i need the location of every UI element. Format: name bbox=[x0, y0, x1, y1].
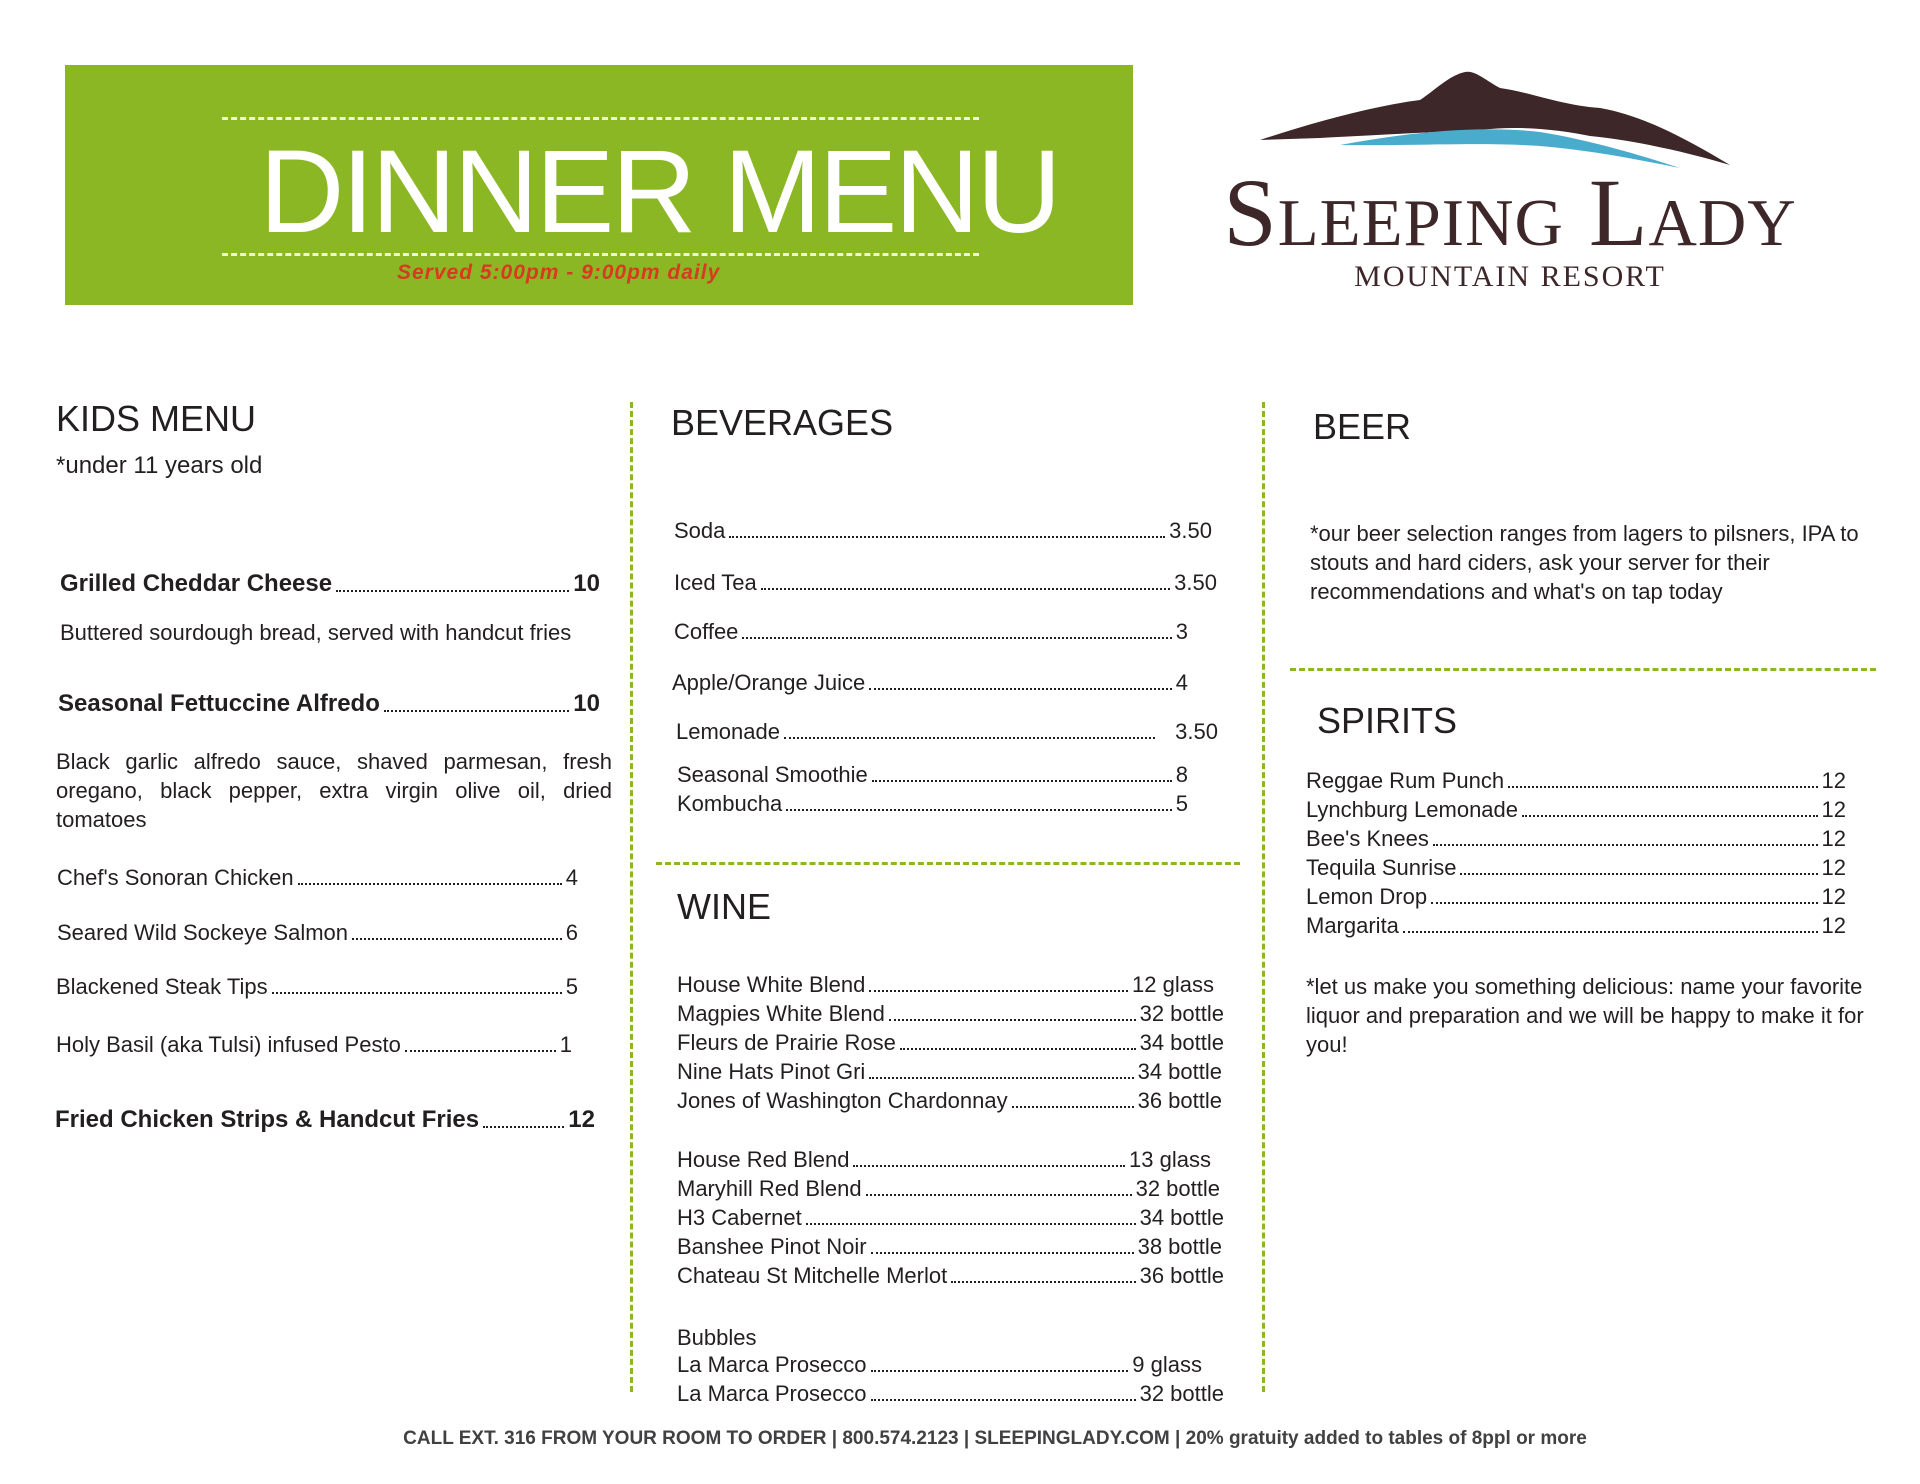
item-price: 5 bbox=[1175, 791, 1188, 816]
wine-heading: WINE bbox=[677, 886, 771, 927]
order-footer: CALL EXT. 316 FROM YOUR ROOM TO ORDER | 800.574.2123 | SLEEPINGLADY.COM | 20% gratuity added to tables of 8ppl or more bbox=[403, 1428, 1587, 1449]
dot-leader bbox=[806, 1223, 1136, 1225]
item-name: Reggae Rum Punch bbox=[1306, 768, 1505, 793]
resort-tagline: MOUNTAIN RESORT bbox=[1354, 260, 1666, 293]
wine-merlot bbox=[677, 1263, 1224, 1289]
item-price: 10 bbox=[573, 690, 600, 717]
spirits-heading: SPIRITS bbox=[1317, 700, 1458, 741]
resort-logo bbox=[1180, 70, 1840, 310]
item-name: La Marca Prosecco bbox=[677, 1381, 867, 1406]
spirit-lynchburg-lemonade bbox=[1306, 797, 1846, 823]
dot-leader bbox=[889, 1019, 1136, 1021]
wine-maryhill-red bbox=[677, 1176, 1220, 1202]
item-price: 9 glass bbox=[1132, 1352, 1202, 1377]
item-name: Blackened Steak Tips bbox=[56, 974, 268, 999]
dot-leader bbox=[1508, 786, 1817, 788]
item-name: Grilled Cheddar Cheese bbox=[60, 570, 333, 597]
item-name: Seared Wild Sockeye Salmon bbox=[57, 920, 349, 945]
dot-leader bbox=[872, 780, 1172, 782]
item-price: 4 bbox=[565, 865, 578, 890]
item-name: Fried Chicken Strips & Handcut Fries bbox=[55, 1106, 480, 1133]
wine-prosecco-glass bbox=[677, 1352, 1202, 1378]
dot-leader bbox=[336, 590, 569, 592]
item-price: 34 bottle bbox=[1137, 1059, 1222, 1084]
item-price: 34 bottle bbox=[1139, 1205, 1224, 1230]
dot-leader bbox=[1431, 902, 1817, 904]
item-price: 3.50 bbox=[1175, 719, 1218, 744]
beverage-juice bbox=[672, 670, 1188, 696]
item-price: 12 bbox=[1821, 855, 1846, 880]
item-price: 3.50 bbox=[1174, 570, 1217, 595]
wine-house-white bbox=[677, 972, 1214, 998]
beverages-heading: BEVERAGES bbox=[671, 402, 894, 443]
item-name: H3 Cabernet bbox=[677, 1205, 802, 1230]
item-price: 32 bottle bbox=[1139, 1001, 1224, 1026]
item-price: 5 bbox=[565, 974, 578, 999]
kids-age-note: *under 11 years old bbox=[56, 452, 263, 479]
wine-house-red bbox=[677, 1147, 1211, 1173]
dot-leader bbox=[1522, 815, 1818, 817]
dot-leader bbox=[405, 1050, 556, 1052]
dot-leader bbox=[1460, 873, 1817, 875]
item-price: 36 bottle bbox=[1137, 1088, 1222, 1113]
item-name: Iced Tea bbox=[674, 570, 757, 595]
column-divider-left bbox=[630, 402, 633, 1392]
dot-leader bbox=[869, 688, 1172, 690]
item-name: Lynchburg Lemonade bbox=[1306, 797, 1519, 822]
beverage-kombucha bbox=[677, 791, 1188, 817]
item-name: Lemon Drop bbox=[1306, 884, 1428, 909]
wine-h3-cabernet bbox=[677, 1205, 1224, 1231]
menu-item-fettuccine-alfredo bbox=[58, 690, 600, 718]
item-name: Holy Basil (aka Tulsi) infused Pesto bbox=[56, 1032, 401, 1057]
item-price: 4 bbox=[1175, 670, 1188, 695]
beverages-wine-divider bbox=[656, 862, 1240, 865]
dot-leader bbox=[384, 710, 569, 712]
item-name: Bee's Knees bbox=[1306, 826, 1429, 851]
beer-spirits-divider bbox=[1290, 668, 1876, 671]
item-name: Seasonal Fettuccine Alfredo bbox=[58, 690, 380, 717]
wine-chardonnay bbox=[677, 1088, 1222, 1114]
dot-leader bbox=[352, 938, 562, 940]
dot-leader bbox=[866, 1194, 1132, 1196]
wine-pinot-noir bbox=[677, 1234, 1222, 1260]
item-price: 12 bbox=[1821, 797, 1846, 822]
item-description: Black garlic alfredo sauce, shaved parmesan, fresh oregano, black pepper, extra virgin olive oil, dried tomatoes bbox=[56, 749, 612, 832]
item-name: Apple/Orange Juice bbox=[672, 670, 866, 695]
item-price: 12 bbox=[568, 1106, 595, 1133]
dot-leader bbox=[951, 1281, 1135, 1283]
dot-leader bbox=[742, 637, 1171, 639]
dot-leader bbox=[871, 1252, 1134, 1254]
item-price: 12 bbox=[1821, 884, 1846, 909]
item-price: 8 bbox=[1175, 762, 1188, 787]
resort-name: Sleeping Lady bbox=[1223, 159, 1797, 266]
item-name: Kombucha bbox=[677, 791, 783, 816]
menu-item-basil-pesto bbox=[56, 1032, 572, 1058]
beer-note: *our beer selection ranges from lagers to pilsners, IPA to stouts and hard ciders, ask your server for their recommendations and what's on tap today bbox=[1310, 521, 1859, 604]
banner-bottom-rule bbox=[222, 253, 979, 256]
item-name: Maryhill Red Blend bbox=[677, 1176, 862, 1201]
dot-leader bbox=[1403, 931, 1818, 933]
beer-heading: BEER bbox=[1313, 406, 1412, 447]
item-price: 12 bbox=[1821, 826, 1846, 851]
item-price: 13 glass bbox=[1129, 1147, 1211, 1172]
spirit-tequila-sunrise bbox=[1306, 855, 1846, 881]
dot-leader bbox=[761, 588, 1170, 590]
menu-item-steak-tips bbox=[56, 974, 578, 1000]
item-price: 32 bottle bbox=[1139, 1381, 1224, 1406]
menu-item-sonoran-chicken bbox=[57, 865, 578, 891]
item-price: 12 bbox=[1821, 913, 1846, 938]
item-price: 12 bbox=[1821, 768, 1846, 793]
item-name: Margarita bbox=[1306, 913, 1399, 938]
item-name: Soda bbox=[674, 518, 726, 543]
page-title: DINNER MENU bbox=[259, 126, 1059, 258]
item-name: Fleurs de Prairie Rose bbox=[677, 1030, 896, 1055]
spirit-rum-punch bbox=[1306, 768, 1846, 794]
item-name: Chateau St Mitchelle Merlot bbox=[677, 1263, 948, 1288]
item-price: 3.50 bbox=[1169, 518, 1212, 543]
item-price: 3 bbox=[1175, 619, 1188, 644]
item-name: House Red Blend bbox=[677, 1147, 850, 1172]
item-price: 6 bbox=[565, 920, 578, 945]
wine-prairie-rose bbox=[677, 1030, 1224, 1056]
beverage-coffee bbox=[674, 619, 1188, 645]
item-name: Chef's Sonoran Chicken bbox=[57, 865, 294, 890]
dot-leader bbox=[483, 1126, 564, 1128]
column-divider-right bbox=[1262, 402, 1265, 1392]
item-price: 36 bottle bbox=[1139, 1263, 1224, 1288]
item-price: 12 glass bbox=[1132, 972, 1214, 997]
kids-menu-heading: KIDS MENU bbox=[56, 398, 257, 439]
beverage-lemonade bbox=[676, 719, 1218, 745]
beverage-iced-tea bbox=[674, 570, 1217, 596]
item-name: La Marca Prosecco bbox=[677, 1352, 867, 1377]
dot-leader bbox=[869, 990, 1128, 992]
banner-top-rule bbox=[222, 117, 979, 120]
item-description: Buttered sourdough bread, served with handcut fries bbox=[60, 620, 572, 645]
item-price: 1 bbox=[559, 1032, 572, 1057]
spirit-bees-knees bbox=[1306, 826, 1846, 852]
dot-leader bbox=[298, 883, 562, 885]
item-name: Magpies White Blend bbox=[677, 1001, 885, 1026]
beverage-smoothie bbox=[677, 762, 1188, 788]
spirits-note: *let us make you something delicious: name your favorite liquor and preparation and we will be happy to make it for you! bbox=[1306, 974, 1864, 1057]
item-price: 32 bottle bbox=[1135, 1176, 1220, 1201]
item-name: Lemonade bbox=[676, 719, 780, 744]
dot-leader bbox=[1012, 1106, 1134, 1108]
item-name: Coffee bbox=[674, 619, 739, 644]
dot-leader bbox=[869, 1077, 1133, 1079]
item-price: 34 bottle bbox=[1139, 1030, 1224, 1055]
wine-pinot-gri bbox=[677, 1059, 1222, 1085]
dot-leader bbox=[871, 1399, 1136, 1401]
item-name: Seasonal Smoothie bbox=[677, 762, 868, 787]
item-name: Tequila Sunrise bbox=[1306, 855, 1457, 880]
header-banner bbox=[65, 65, 1133, 305]
menu-item-grilled-cheddar bbox=[60, 570, 600, 598]
spirit-margarita bbox=[1306, 913, 1846, 939]
dot-leader bbox=[853, 1165, 1125, 1167]
beverage-soda bbox=[674, 518, 1212, 544]
item-price: 10 bbox=[573, 570, 600, 597]
serving-hours: Served 5:00pm - 9:00pm daily bbox=[397, 261, 721, 284]
dot-leader bbox=[900, 1048, 1136, 1050]
dot-leader bbox=[729, 536, 1165, 538]
dot-leader bbox=[272, 992, 562, 994]
item-name: House White Blend bbox=[677, 972, 866, 997]
dot-leader bbox=[786, 809, 1172, 811]
item-price: 38 bottle bbox=[1137, 1234, 1222, 1259]
item-name: Banshee Pinot Noir bbox=[677, 1234, 867, 1259]
menu-item-chicken-strips bbox=[55, 1106, 595, 1134]
item-name: Jones of Washington Chardonnay bbox=[677, 1088, 1008, 1113]
spirit-lemon-drop bbox=[1306, 884, 1846, 910]
wine-prosecco-bottle bbox=[677, 1381, 1224, 1407]
menu-item-sockeye-salmon bbox=[57, 920, 578, 946]
dot-leader bbox=[1433, 844, 1818, 846]
wine-magpies-white bbox=[677, 1001, 1224, 1027]
dot-leader bbox=[871, 1370, 1129, 1372]
bubbles-label: Bubbles bbox=[677, 1325, 757, 1350]
dot-leader bbox=[784, 737, 1155, 739]
item-name: Nine Hats Pinot Gri bbox=[677, 1059, 866, 1084]
